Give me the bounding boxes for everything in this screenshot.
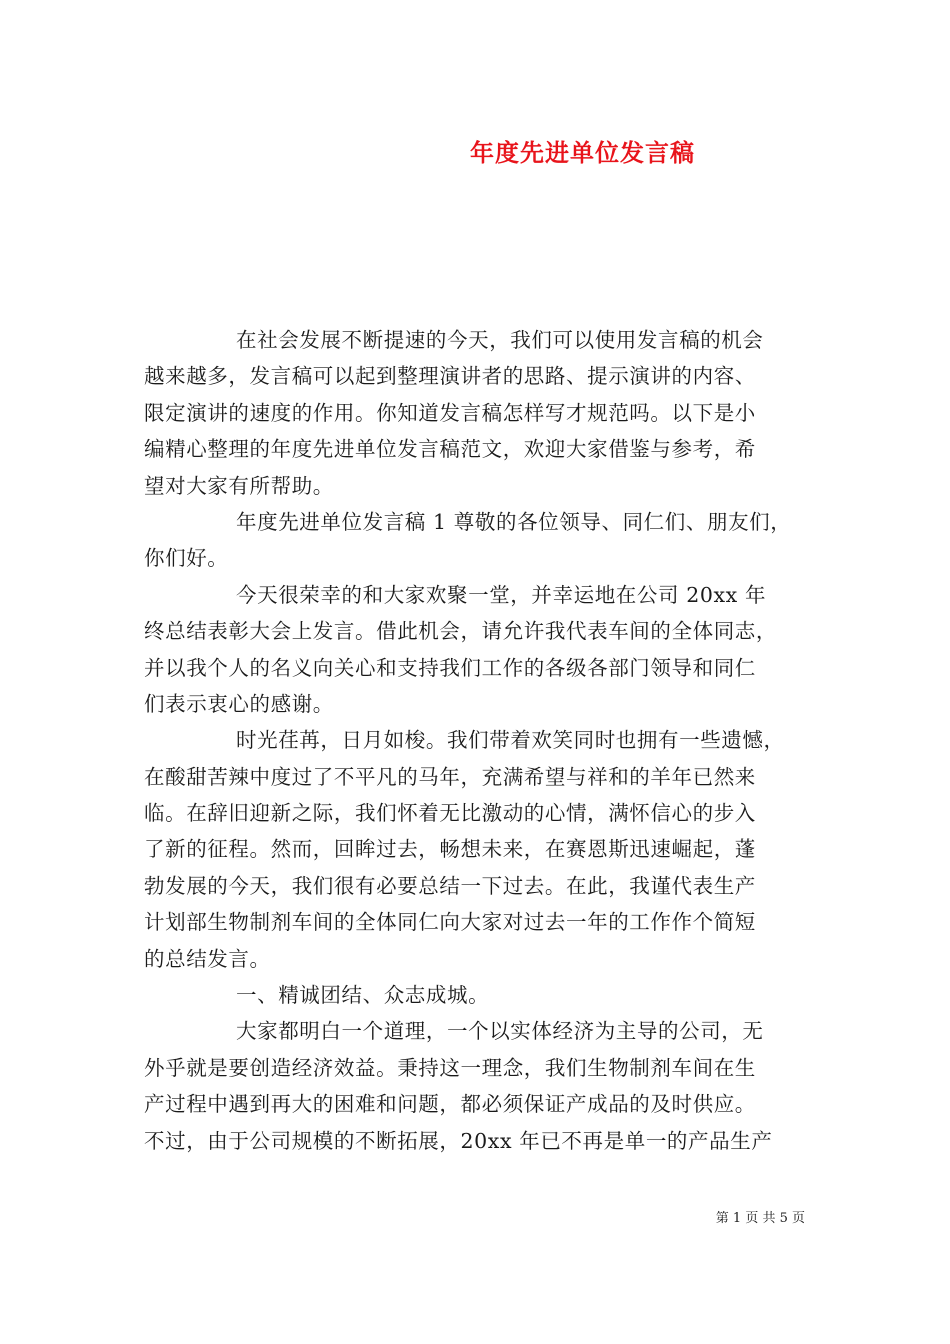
document-title: 年度先进单位发言稿 <box>470 138 695 167</box>
text-line: 限定演讲的速度的作用。你知道发言稿怎样写才规范吗。以下是小 <box>144 400 756 425</box>
text-line: 的总结发言。 <box>144 946 271 971</box>
text-line: 们表示衷心的感谢。 <box>144 691 334 716</box>
text-line: 临。在辞旧迎新之际，我们怀着无比激动的心情，满怀信心的步入 <box>144 801 756 826</box>
text-line: 勃发展的今天，我们很有必要总结一下过去。在此，我谨代表生产 <box>144 873 756 898</box>
section-heading: 一、精诚团结、众志成城。 <box>236 983 490 1008</box>
text-line: 产过程中遇到再大的困难和问题，都必须保证产成品的及时供应。 <box>144 1092 756 1117</box>
text-line: 外乎就是要创造经济效益。秉持这一理念，我们生物制剂车间在生 <box>144 1055 756 1080</box>
text-line: 在社会发展不断提速的今天，我们可以使用发言稿的机会 <box>236 328 764 352</box>
text-line: 不过，由于公司规模的不断拓展，20xx 年已不再是单一的产品生产 <box>144 1128 773 1153</box>
text-line: 时光荏苒，日月如梭。我们带着欢笑同时也拥有一些遗憾， <box>236 728 785 753</box>
page-number-footer: 第 1 页 共 5 页 <box>715 1211 805 1226</box>
text-line: 并以我个人的名义向关心和支持我们工作的各级各部门领导和同仁 <box>144 655 756 680</box>
text-line: 在酸甜苦辣中度过了不平凡的马年，充满希望与祥和的羊年已然来 <box>144 764 756 789</box>
text-line: 年度先进单位发言稿 1 尊敬的各位领导、同仁们、朋友们， <box>236 509 792 534</box>
text-line: 计划部生物制剂车间的全体同仁向大家对过去一年的工作作个简短 <box>144 910 756 935</box>
text-line: 你们好。 <box>144 546 229 571</box>
text-line: 了新的征程。然而，回眸过去，畅想未来，在赛恩斯迅速崛起，蓬 <box>144 837 756 862</box>
text-line: 编精心整理的年度先进单位发言稿范文，欢迎大家借鉴与参考，希 <box>144 437 756 462</box>
document-body <box>144 322 809 1159</box>
text-line: 望对大家有所帮助。 <box>144 473 334 498</box>
text-line: 越来越多，发言稿可以起到整理演讲者的思路、提示演讲的内容、 <box>144 364 756 389</box>
text-line: 终总结表彰大会上发言。借此机会，请允许我代表车间的全体同志， <box>144 619 777 644</box>
text-line: 今天很荣幸的和大家欢聚一堂，并幸运地在公司 20xx 年 <box>236 582 767 607</box>
text-line: 大家都明白一个道理，一个以实体经济为主导的公司，无 <box>236 1019 764 1044</box>
